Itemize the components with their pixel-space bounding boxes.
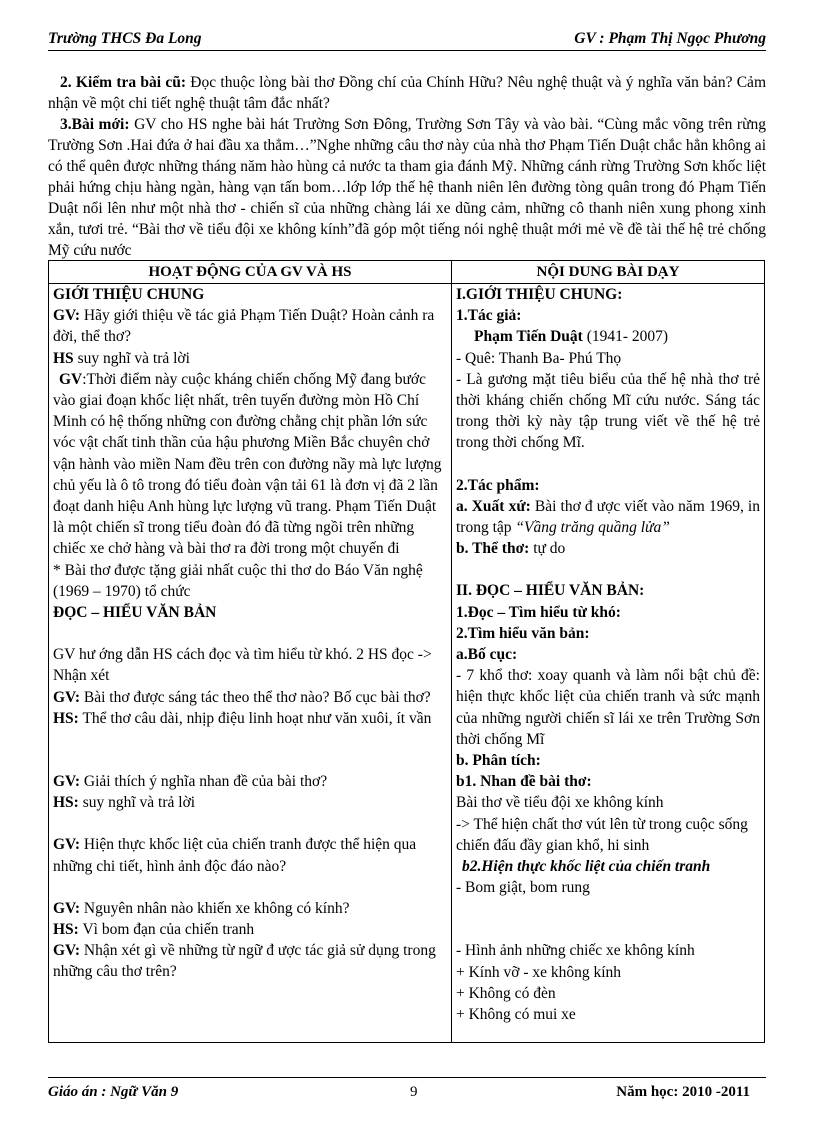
- subject-label: Giáo án : Ngữ Văn 9: [48, 1084, 179, 1100]
- author-name: Phạm Tiến Duật (1941- 2007): [474, 328, 669, 346]
- table-header-row: [49, 261, 765, 284]
- school-year: Năm học: 2010 -2011: [616, 1084, 750, 1100]
- right-reading-title: II. ĐỌC – HIỂU VĂN BẢN:: [456, 582, 645, 600]
- award-note: * Bài thơ được tặng giải nhất cuộc thi thơ do Báo Văn nghệ (1969 – 1970) tổ chức: [53, 561, 423, 600]
- right-section-title: I.GIỚI THIỆU CHUNG:: [456, 286, 623, 303]
- hs-answer: HS: Thể thơ câu dài, nhịp điệu linh hoạt như văn xuôi, ít vần: [53, 709, 432, 727]
- author-description: - Là gương mặt tiêu biểu của thế hệ nhà thơ trẻ thời kháng chiến chống Mĩ cứu nước. Sáng tác trong thời kỳ này tập trung viết về thế hệ trẻ trong thời chống Mĩ.: [456, 370, 760, 452]
- page-footer: [48, 1077, 766, 1104]
- page-number: 9: [410, 1084, 418, 1100]
- broken-glass-item: + Không có mui xe: [456, 1006, 576, 1024]
- vocab-label: 1.Đọc – Tìm hiểu từ khó:: [456, 603, 621, 621]
- broken-glass-item: + Kính vỡ - xe không kính: [456, 963, 622, 981]
- lesson-table: [48, 260, 765, 1043]
- analysis-label: 2.Tìm hiểu văn bản:: [456, 624, 590, 642]
- hs-answer: HS suy nghĩ và trả lời: [53, 349, 190, 367]
- review-paragraph: [48, 72, 766, 114]
- new-lesson-label: 3.Bài mới:: [60, 116, 130, 133]
- teacher-name: GV : Phạm Thị Ngọc Phương: [574, 30, 766, 47]
- content-header: NỘI DUNG BÀI DẠY: [452, 261, 765, 284]
- page-header: [48, 28, 766, 51]
- new-lesson-paragraph: [48, 114, 766, 261]
- review-text: Đọc thuộc lòng bài thơ Đồng chí của Chính Hữu? Nêu nghệ thuật và ý nghĩa văn bản? Cảm nhận về một chi tiết nghệ thuật tâm đắc nhất?: [48, 74, 766, 112]
- activities-cell: [49, 284, 452, 1043]
- left-section-title: GIỚI THIỆU CHUNG: [53, 286, 205, 303]
- content-cell: [452, 284, 765, 1043]
- gv-question: GV: Nguyên nhân nào khiến xe không có kính?: [53, 899, 350, 917]
- activities-header: HOẠT ĐỘNG CỦA GV VÀ HS: [49, 261, 452, 284]
- title-meaning-label: b1. Nhan đề bài thơ:: [456, 773, 592, 791]
- gv-question: GV: Nhận xét gì về những từ ngữ đ ược tác giả sử dụng trong những câu thơ trên?: [53, 942, 436, 981]
- table-body-row: [49, 284, 765, 1043]
- gv-question: GV: Hiện thực khốc liệt của chiến tranh được thể hiện qua những chi tiết, hình ảnh độc đáo nào?: [53, 836, 417, 875]
- poem-title: Bài thơ về tiểu đội xe không kính: [456, 794, 664, 812]
- review-label: 2. Kiểm tra bài cũ:: [60, 74, 187, 91]
- work-origin: a. Xuất xứ: Bài thơ đ ược viết vào năm 1969, in trong tập “Vầng trăng quầng lửa”: [456, 497, 760, 537]
- gv-question: GV: Bài thơ được sáng tác theo thể thơ nào? Bố cục bài thơ?: [53, 688, 431, 706]
- author-label: 1.Tác giả:: [456, 307, 522, 325]
- structure-text: - 7 khổ thơ: xoay quanh và làm nổi bật chủ đề: hiện thực khốc liệt của chiến tranh và sức mạnh của những người chiến sĩ lái xe trên Trường Sơn thời chống Mĩ: [456, 667, 760, 748]
- work-label: 2.Tác phẩm:: [456, 476, 540, 494]
- title-meaning-text: -> Thể hiện chất thơ vút lên từ trong cuộc sống chiến đấu đầy gian khổ, hi sinh: [456, 815, 748, 854]
- broken-glass-item: + Không có đèn: [456, 984, 556, 1002]
- reality-item: - Bom giật, bom rung: [456, 879, 590, 897]
- structure-label: a.Bố cục:: [456, 646, 518, 664]
- gv-question: GV: Giải thích ý nghĩa nhan đề của bài thơ?: [53, 773, 328, 791]
- intro-section: [48, 72, 766, 261]
- school-name: Trường THCS Đa Long: [48, 30, 202, 47]
- new-lesson-text: GV cho HS nghe bài hát Trường Sơn Đông, Trường Sơn Tây và vào bài. “Cùng mắc võng trên rừng Trường Sơn .Hai đứa ở hai đầu xa thẳm…”Nghe những câu thơ này của nhà thơ Phạm Tiến Duật chắc hẳn không ai có thể quên được những tháng năm hào hùng cả nước ta tham gia đánh Mỹ. Những cánh rừng Trường Sơn khốc liệt phải hứng chịu hàng ngàn, hàng vạn tấn bom…lớp lớp thế hệ thanh niên lên đường tòng quân trong đó Phạm Tiến Duật nổi lên như một nhà thơ - chiến sĩ của những chàng lái xe dũng cảm, những cô thanh niên xung phong xinh xắn, tươi trẻ. “Bài thơ về tiểu đội xe không kính”đã góp một tiếng nói nghệ thuật mới mẻ về đề tài thế hệ trẻ chống Mỹ cứu nước: [48, 116, 766, 259]
- gv-reading-guide: GV hư ớng dẫn HS cách đọc và tìm hiểu từ khó. 2 HS đọc -> Nhận xét: [53, 646, 432, 685]
- left-reading-title: ĐỌC – HIỂU VĂN BẢN: [53, 604, 217, 622]
- reality-label: b2.Hiện thực khốc liệt của chiến tranh: [462, 858, 711, 876]
- broken-glass-item: - Hình ảnh những chiếc xe không kính: [456, 942, 695, 960]
- gv-question: GV: Hãy giới thiệu về tác giả Phạm Tiến Duật? Hoàn cảnh ra đời, thể thơ?: [53, 307, 435, 346]
- breakdown-label: b. Phân tích:: [456, 752, 541, 770]
- author-hometown: - Quê: Thanh Ba- Phú Thọ: [456, 349, 622, 367]
- hs-answer: HS: Vì bom đạn của chiến tranh: [53, 921, 255, 939]
- work-form: b. Thể thơ: tự do: [456, 540, 566, 558]
- hs-answer: HS: suy nghĩ và trả lời: [53, 794, 196, 812]
- gv-explanation: GV:Thời điểm này cuộc kháng chiến chống Mỹ đang bước vào giai đoạn khốc liệt nhất, trên tuyến đường mòn Hồ Chí Minh có hệ thống những con đường chằng chịt phần lớn sức vóc vật chất tinh thần của hậu phương Miền Bắc chuyên chở vận hành vào miền Nam đều trên con đường nầy mà lực lượng chủ yếu là ô tô trong đó tiểu đoàn vận tải 61 là đơn vị đã 2 lần đoạt danh hiệu Anh hùng lực lượng vũ trang. Phạm Tiến Duật là một chiến sĩ trong tiểu đoàn đó đã từng ngồi trên những chiếc xe chở hàng và bài thơ ra đời trong một chuyến đi: [53, 370, 442, 558]
